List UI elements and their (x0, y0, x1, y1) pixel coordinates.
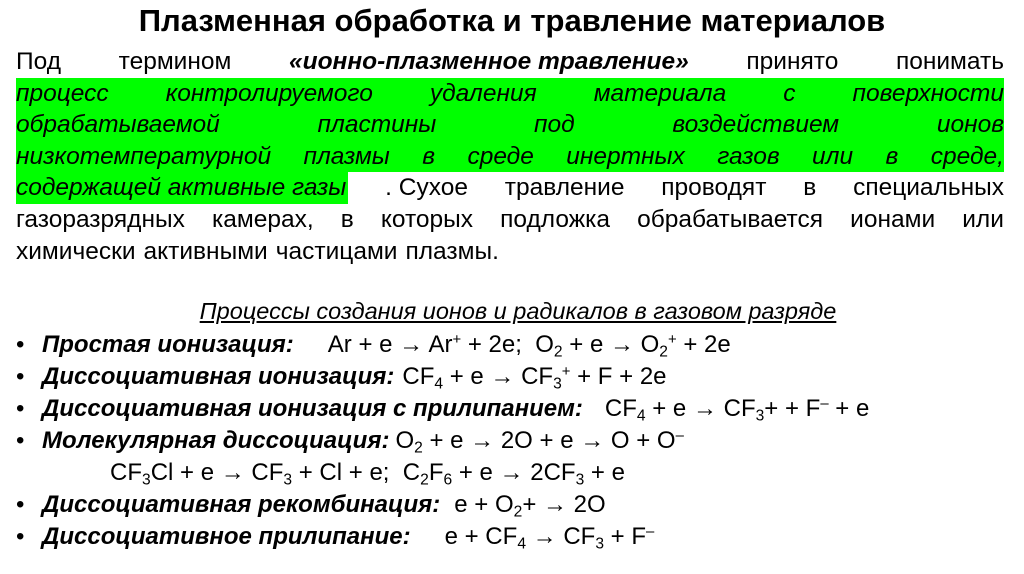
reaction-equation: $CF_4 + e \to CF_3^+ + F + 2e$ (402, 363, 667, 393)
word: с (783, 79, 796, 107)
bullet-icon: • (16, 363, 25, 390)
process-label: Молекулярная диссоциация: (42, 427, 390, 454)
word: удаления (429, 79, 537, 107)
paragraph-line-4-highlighted (16, 141, 1004, 173)
word: в (885, 142, 899, 170)
list-item-molecular-dissociation (16, 425, 1016, 457)
process-list (16, 329, 1016, 553)
bullet-icon: • (16, 523, 25, 550)
word: проводят (661, 174, 767, 202)
word: химически (16, 237, 136, 265)
bullet-icon: • (16, 395, 25, 422)
word: среде (467, 142, 534, 170)
word: воздействием (672, 111, 840, 139)
process-label: Простая ионизация: (42, 331, 294, 358)
word: низкотемпературной (16, 142, 272, 170)
word: материала (593, 79, 727, 107)
paragraph-line-3-highlighted (16, 109, 1004, 141)
word: ионами (850, 205, 936, 233)
definition-paragraph (16, 46, 1004, 267)
word: поверхности (852, 79, 1004, 107)
word: пластины (317, 111, 437, 139)
word: . Сухое (385, 174, 468, 202)
process-label: Диссоциативное прилипание: (42, 523, 411, 550)
process-label: Диссоциативная ионизация с прилипанием: (42, 395, 583, 422)
reaction-equation: $CF_4 + e \to CF_3+ + F^- + e$ (604, 395, 870, 425)
word: активными (143, 237, 268, 265)
reaction-equation: $O_2 + e \to 2O + e \to O + O^-$ (395, 427, 684, 457)
paragraph-line-6 (16, 204, 1004, 236)
reaction-equation: $CF_3Cl + e \to CF_3 + Cl + e$; $C_2F_6 + e \to 2CF_3 + e$ (110, 459, 625, 489)
word: под (533, 111, 575, 139)
word: принято (746, 48, 839, 75)
word: частицами (275, 237, 398, 265)
word: процесс (16, 79, 109, 107)
word: подложка (500, 205, 610, 233)
paragraph-line-7 (16, 236, 1004, 268)
bullet-icon: • (16, 491, 25, 518)
word: травление (504, 174, 625, 202)
list-item-dissociative-ionization-attachment (16, 393, 1016, 425)
term-ion-plasma-etching: «ионно-плазменное травление» (288, 48, 689, 75)
paragraph-line-2-highlighted (16, 78, 1004, 110)
word: камерах, (211, 205, 314, 233)
bullet-icon: • (16, 427, 25, 454)
word: или (962, 205, 1004, 233)
word: газоразрядных (16, 205, 185, 233)
list-item-simple-ionization (16, 329, 1016, 361)
word: Под (16, 48, 61, 75)
reaction-equation: Ar + e → Ar+ + 2e; $O_2 + e \to O_2^+ + 2e$ (327, 331, 731, 361)
list-item-continuation (16, 457, 1016, 489)
word: ионов (936, 111, 1004, 139)
process-label: Диссоциативная ионизация: (42, 363, 395, 390)
word: среде, (930, 142, 1004, 170)
section-subtitle: Процессы создания ионов и радикалов в газовом разряде (199, 298, 837, 324)
word: газов (717, 142, 780, 170)
word: которых (380, 205, 474, 233)
word: понимать (895, 48, 1004, 75)
page-title: Плазменная обработка и травление материалов (138, 3, 886, 38)
paragraph-line-1 (16, 46, 1004, 78)
list-item-dissociative-recombination (16, 489, 1016, 521)
list-item-dissociative-attachment (16, 521, 1016, 553)
process-label: Диссоциативная рекомбинация: (42, 491, 441, 518)
word: плазмы (303, 142, 390, 170)
word: инертных (566, 142, 685, 170)
bullet-icon: • (16, 331, 25, 358)
reaction-equation: $e + CF_4 \to CF_3 + F^-$ (444, 523, 655, 553)
word: в (422, 142, 436, 170)
paragraph-line-5 (16, 172, 1004, 204)
word: термином (118, 48, 232, 75)
word: в (803, 174, 817, 202)
word: специальных (853, 174, 1004, 202)
list-item-dissociative-ionization (16, 361, 1016, 393)
highlighted-phrase: содержащей активные газы (16, 172, 348, 204)
word: контролируемого (165, 79, 373, 107)
reaction-equation: $e + O_2+ \to 2O$ (454, 491, 606, 521)
word: в (340, 205, 354, 233)
word: плазмы. (405, 237, 499, 265)
word: обрабатывается (637, 205, 824, 233)
word: обрабатываемой (16, 111, 220, 139)
word: или (812, 142, 854, 170)
